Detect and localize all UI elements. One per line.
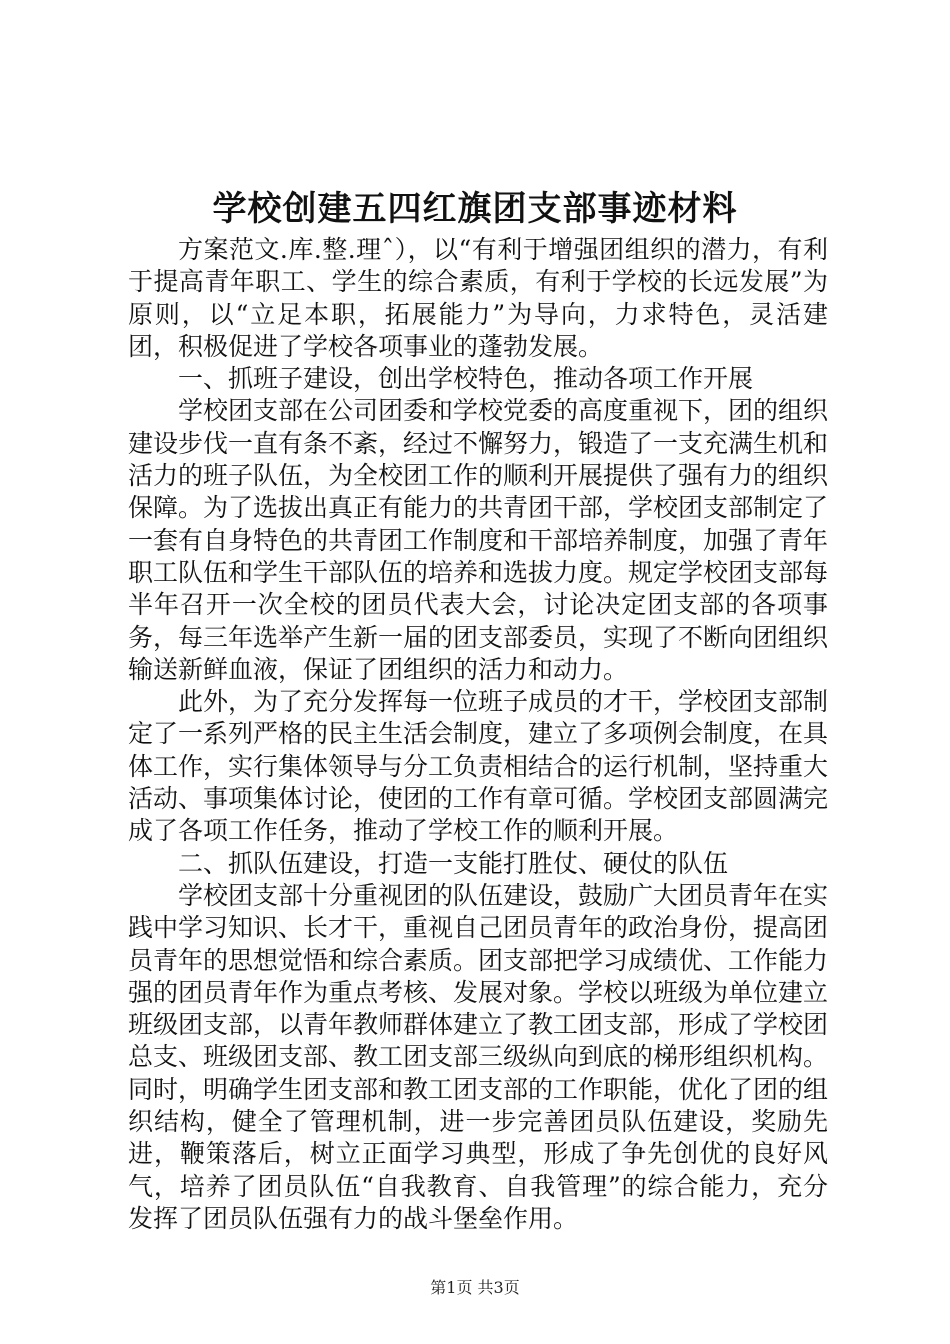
- document-title: 学校创建五四红旗团支部事迹材料: [212, 189, 738, 229]
- section-heading-2: 二、抓队伍建设，打造一支能打胜仗、硬仗的队伍: [178, 848, 729, 878]
- paragraph-section-1-a: 学校团支部在公司团委和学校党委的高度重视下，团的组织建设步伐一直有条不紊，经过不懈努力，锻造了一支充满生机和活力的班子队伍，为全校团工作的顺利开展提供了强有力的组织保障。为了选拔出真正有能力的共青团干部，学校团支部制定了一套有自身特色的共青团工作制度和干部培养制度，加强了青年职工队伍和学生干部队伍的培养和选拔力度。规定学校团支部每半年召开一次全校的团员代表大会，讨论决定团支部的各项事务，每三年选举产生新一届的团支部委员，实现了不断向团组织输送新鲜血液，保证了团组织的活力和动力。: [128, 396, 829, 684]
- section-heading-1: 一、抓班子建设，创出学校特色，推动各项工作开展: [178, 364, 754, 394]
- paragraph-section-2-a: 学校团支部十分重视团的队伍建设，鼓励广大团员青年在实践中学习知识、长才干，重视自己团员青年的政治身份，提高团员青年的思想觉悟和综合素质。团支部把学习成绩优、工作能力强的团员青年作为重点考核、发展对象。学校以班级为单位建立班级团支部，以青年教师群体建立了教工团支部，形成了学校团总支、班级团支部、教工团支部三级纵向到底的梯形组织机构。同时，明确学生团支部和教工团支部的工作职能，优化了团的组织结构，健全了管理机制，进一步完善团员队伍建设，奖励先进，鞭策落后，树立正面学习典型，形成了争先创优的良好风气，培养了团员队伍“自我教育、自我管理”的综合能力，充分发挥了团员队伍强有力的战斗堡垒作用。: [128, 880, 829, 1233]
- document-body: [128, 234, 828, 1235]
- paragraph-section-1-b: 此外，为了充分发挥每一位班子成员的才干，学校团支部制定了一系列严格的民主生活会制度，建立了多项例会制度，在具体工作，实行集体领导与分工负责相结合的运行机制，坚持重大活动、事项集体讨论，使团的工作有章可循。学校团支部圆满完成了各项工作任务，推动了学校工作的顺利开展。: [128, 687, 829, 846]
- paragraph-intro: 方案范文.库.整.理ˆ），以“有利于增强团组织的潜力，有利于提高青年职工、学生的综合素质，有利于学校的长远发展”为原则，以“立足本职，拓展能力”为导向，力求特色，灵活建团，积极促进了学校各项事业的蓬勃发展。: [128, 235, 828, 361]
- page-footer: 第1页 共3页: [430, 1278, 520, 1297]
